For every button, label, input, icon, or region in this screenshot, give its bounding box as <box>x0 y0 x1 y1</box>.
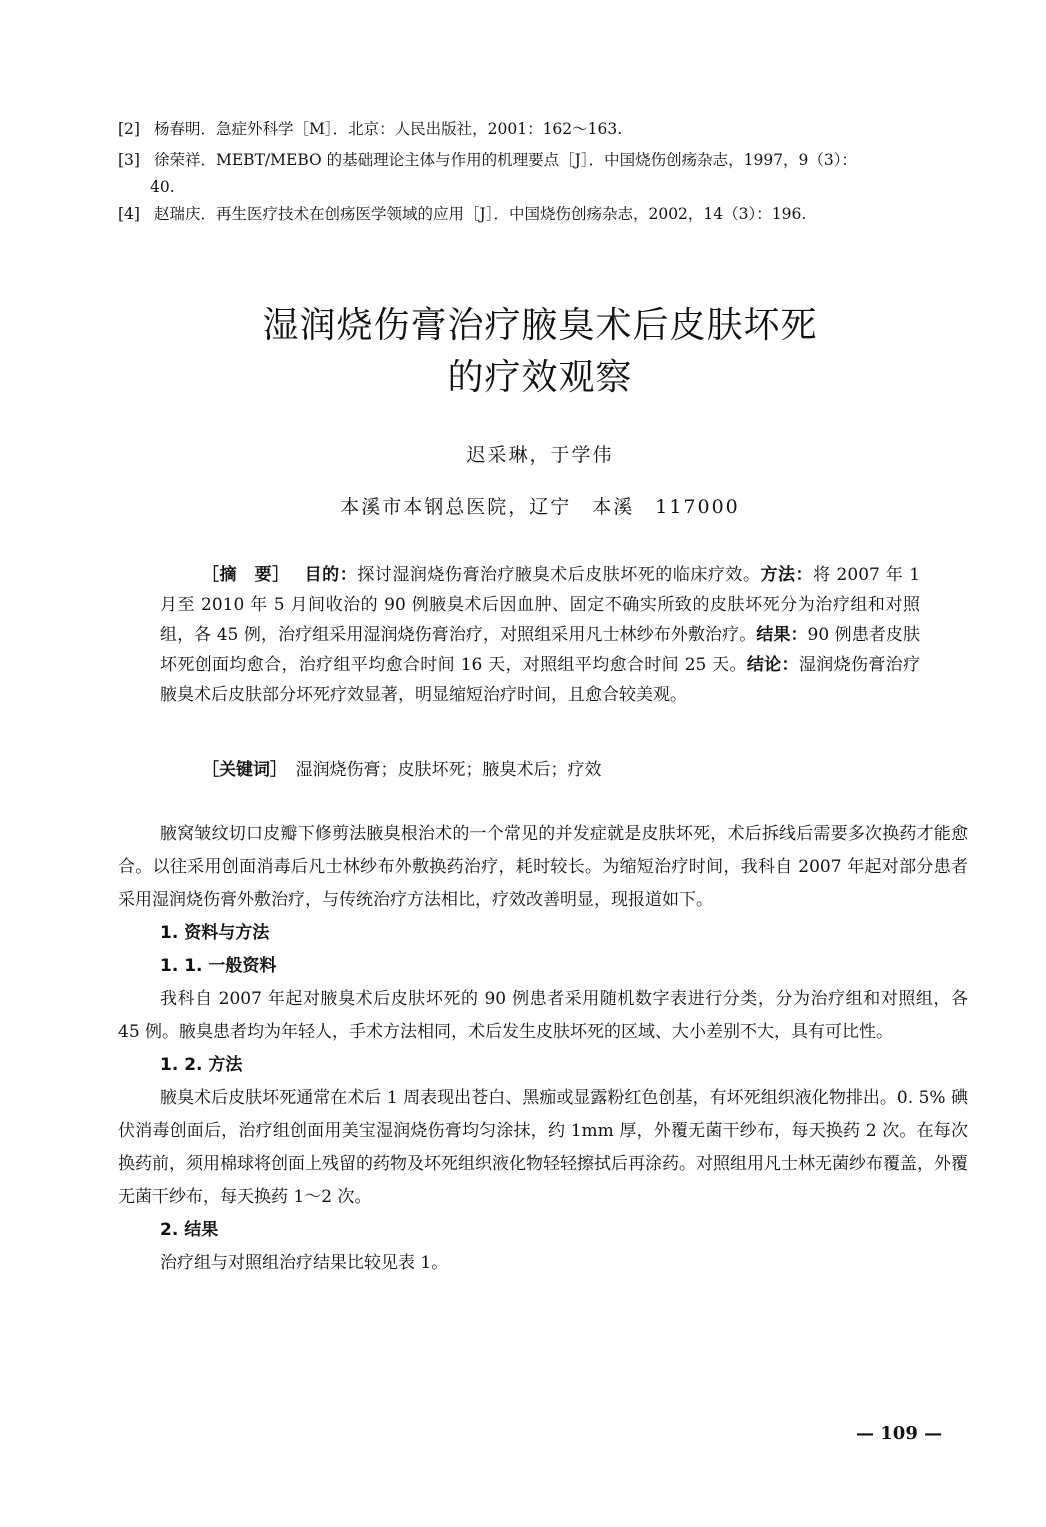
method-label: 方法： <box>760 565 814 585</box>
title-line-2: 的疗效观察 <box>447 357 633 398</box>
abstract <box>160 560 920 710</box>
result-text: 90 例患者皮肤坏死创面均愈合，治疗组平均愈合时间 16 天，对照组平均愈合时间 25 天。 <box>160 625 920 675</box>
subsection-heading: 1. 1. 一般资料 <box>160 956 277 976</box>
method-text: 将 2007 年 1 月至 2010 年 5 月间收治的 90 例腋臭术后因血肿、固定不确实所致的皮肤坏死分为治疗组和对照组，各 45 例，治疗组采用湿润烧伤膏治疗，对照组采用凡士林纱布外敷治疗。 <box>160 565 921 645</box>
keywords <box>160 755 920 785</box>
reference-continuation: 40. <box>150 178 175 196</box>
section-heading: 1. 资料与方法 <box>160 923 270 943</box>
authors: 迟采琳，于学伟 <box>466 444 614 466</box>
paragraph: 治疗组与对照组治疗结果比较见表 1。 <box>160 1253 449 1273</box>
conclusion-text: 湿润烧伤膏治疗腋臭术后皮肤部分坏死疗效显著，明显缩短治疗时间，且愈合较美观。 <box>160 655 920 705</box>
purpose-label: 目的： <box>304 565 358 585</box>
result-label: 结果： <box>756 625 808 645</box>
keywords-text: 湿润烧伤膏；皮肤坏死；腋臭术后；疗效 <box>295 760 602 780</box>
reference-number: [4] <box>118 205 140 223</box>
reference-item <box>118 201 968 228</box>
reference-text: 杨春明．急症外科学［M］．北京：人民出版社，2001：162～163. <box>154 120 623 138</box>
abstract-label: ［摘 要］ <box>202 565 282 585</box>
reference-item <box>118 116 968 143</box>
reference-list <box>118 116 968 228</box>
subsection-heading: 1. 2. 方法 <box>160 1055 243 1075</box>
paragraph: 我科自 2007 年起对腋臭术后皮肤坏死的 90 例患者采用随机数字表进行分类，分为治疗组和对照组，各 45 例。腋臭患者均为年轻人，手术方法相同，术后发生皮肤坏死的区域、大小差别不大，具有可比性。 <box>118 989 968 1042</box>
reference-number: [3] <box>118 151 140 169</box>
purpose-text: 探讨湿润烧伤膏治疗腋臭术后皮肤坏死的临床疗效。 <box>357 565 761 585</box>
reference-number: [2] <box>118 120 140 138</box>
page-number: — 109 — <box>856 1423 943 1444</box>
keywords-label: ［关键词］ <box>202 760 279 780</box>
paper-title <box>0 300 1046 404</box>
main-body <box>118 818 968 1280</box>
section-heading: 2. 结果 <box>160 1220 219 1240</box>
reference-text: 徐荣祥．MEBT/MEBO 的基础理论主体与作用的机理要点［J］．中国烧伤创疡杂志，1997，9（3）： <box>154 151 858 169</box>
abstract-paragraph <box>160 560 920 710</box>
affiliation: 本溪市本钢总医院，辽宁 本溪 117000 <box>340 496 740 518</box>
intro-paragraph: 腋窝皱纹切口皮瓣下修剪法腋臭根治术的一个常见的并发症就是皮肤坏死，术后拆线后需要多次换药才能愈合。以往采用创面消毒后凡士林纱布外敷换药治疗，耗时较长。为缩短治疗时间，我科自 2007 年起对部分患者采用湿润烧伤膏外敷治疗，与传统治疗方法相比，疗效改善明显，现报道如下。 <box>118 824 968 910</box>
conclusion-label: 结论： <box>746 655 799 675</box>
reference-item <box>118 147 968 174</box>
paragraph: 腋臭术后皮肤坏死通常在术后 1 周表现出苍白、黑痂或显露粉红色创基，有坏死组织液化物排出。0. 5% 碘伏消毒创面后，治疗组创面用美宝湿润烧伤膏均匀涂抹，约 1mm 厚，外覆无菌干纱布，每天换药 2 次。在每次换药前，须用棉球将创面上残留的药物及坏死组织液化物轻轻擦拭后再涂药。对照组用凡士林无菌纱布覆盖，外覆无菌干纱布，每天换药 1～2 次。 <box>118 1088 968 1207</box>
title-line-1: 湿润烧伤膏治疗腋臭术后皮肤坏死 <box>262 305 818 346</box>
reference-text: 赵瑞庆．再生医疗技术在创疡医学领域的应用［J］．中国烧伤创疡杂志，2002，14（3）：196. <box>154 205 807 223</box>
